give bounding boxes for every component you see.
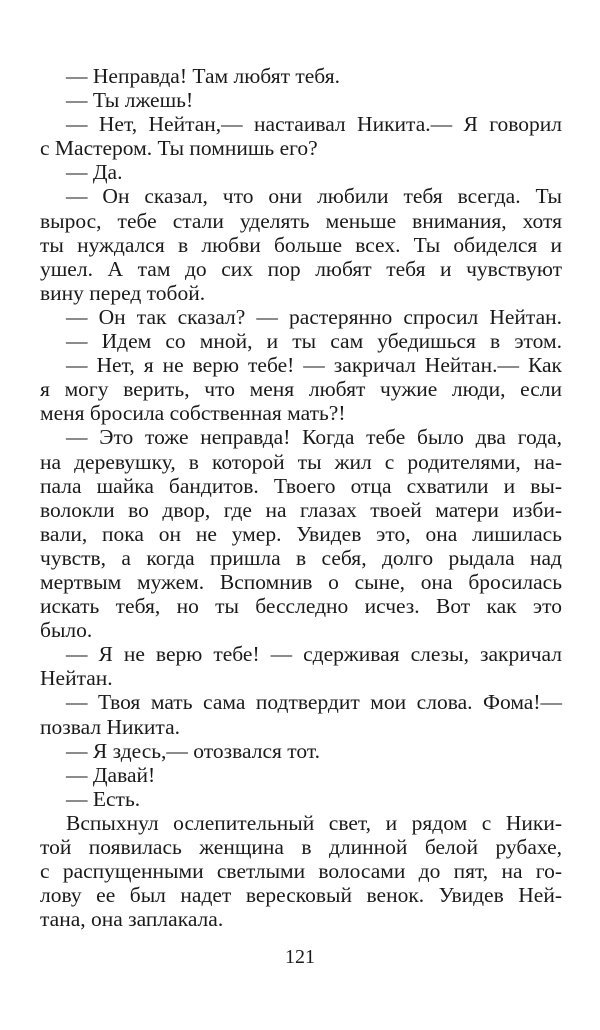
- text-line: на деревушку, в которой ты жил с родителями, на-: [40, 449, 562, 474]
- text-line: — Есть.: [66, 786, 141, 811]
- text-line: — Нет, я не верю тебе! — закричал Нейтан.— Как: [66, 353, 562, 378]
- text-line: с распущенными светлыми волосами до пят, на го-: [40, 859, 562, 884]
- text-line: вину перед тобой.: [40, 280, 206, 305]
- text-line: — Я не верю тебе! — сдерживая слезы, закричал: [66, 642, 562, 667]
- text-line: тана, она заплакала.: [40, 907, 224, 932]
- text-line: — Он так сказал? — растерянно спросил Нейтан.: [66, 304, 562, 329]
- page-number: 121: [285, 946, 315, 968]
- text-line: — Идем со мной, и ты сам убедишься в этом.: [66, 329, 562, 354]
- text-line: мертвым мужем. Вспомнив о сыне, она бросилась: [40, 569, 562, 594]
- text-line: волокли во двор, где на глазах твоей матери изби-: [40, 497, 562, 522]
- text-line: с Мастером. Ты помнишь его?: [40, 136, 318, 161]
- text-line: — Неправда! Там любят тебя.: [66, 64, 340, 88]
- text-line: ушел. А там до сих пор любят тебя и чувствуют: [40, 256, 562, 281]
- text-line: — Он сказал, что они любили тебя всегда. Ты: [66, 184, 562, 209]
- text-line: меня бросила собственная мать?!: [40, 401, 346, 426]
- text-line: я могу верить, что меня любят чужие люди, если: [40, 377, 562, 402]
- text-line: — Это тоже неправда! Когда тебе было два года,: [66, 425, 562, 450]
- text-line: чувств, а когда пришла в себя, долго рыдала над: [40, 545, 562, 570]
- text-line: Нейтан.: [40, 666, 113, 691]
- text-line: искать тебя, но ты бесследно исчез. Вот как это: [40, 594, 562, 619]
- text-line: ты нуждался в любви больше всех. Ты обиделся и: [40, 232, 562, 257]
- text-line: — Я здесь,— отозвался тот.: [66, 738, 321, 763]
- page-text: [40, 64, 562, 931]
- text-line: — Нет, Нейтан,— настаивал Никита.— Я говорил: [66, 112, 562, 137]
- text-line: — Да.: [66, 160, 123, 185]
- text-line: Вспыхнул ослепительный свет, и рядом с Ники-: [66, 810, 562, 835]
- text-line: вырос, тебе стали уделять меньше внимания, хотя: [40, 208, 562, 233]
- text-line: — Ты лжешь!: [66, 88, 194, 113]
- text-line: — Давай!: [66, 762, 156, 787]
- text-line: пала шайка бандитов. Твоего отца схватили и вы-: [40, 473, 562, 498]
- text-line: позвал Никита.: [40, 714, 181, 739]
- text-line: лову ее был надет вересковый венок. Увидев Ней-: [40, 883, 562, 908]
- text-line: было.: [40, 618, 93, 643]
- text-line: вали, пока он не умер. Увидев это, она лишилась: [40, 521, 562, 546]
- text-line: — Твоя мать сама подтвердит мои слова. Фома!—: [66, 690, 562, 715]
- text-line: той появилась женщина в длинной белой рубахе,: [40, 835, 562, 859]
